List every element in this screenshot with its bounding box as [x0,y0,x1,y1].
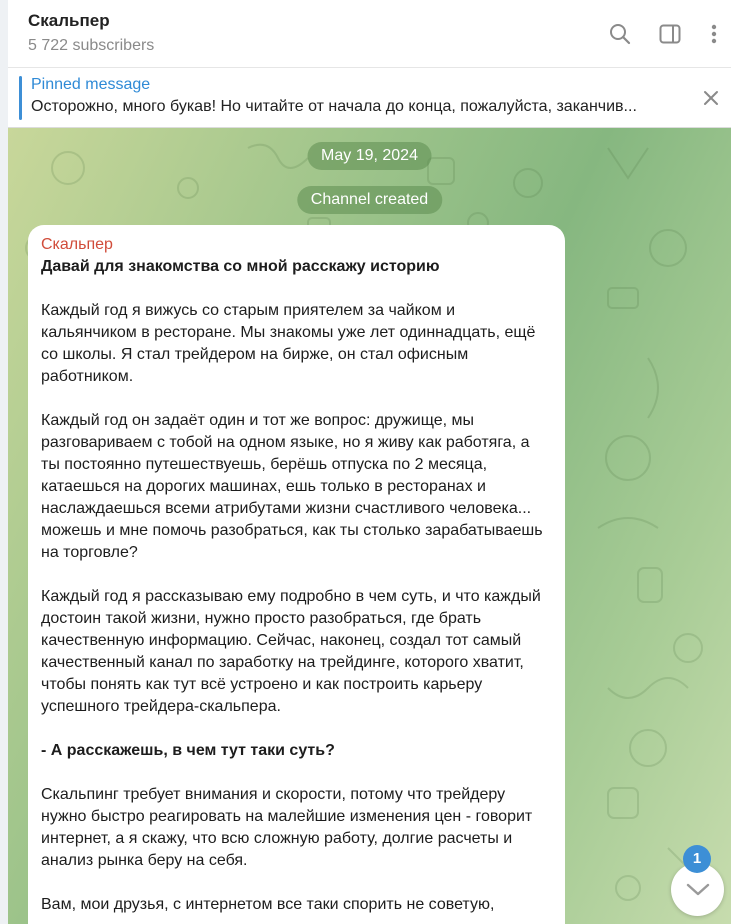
chat-header[interactable] [8,0,731,68]
message-bubble[interactable] [28,225,565,924]
window-left-edge [0,0,8,924]
message-author[interactable]: Скальпер [41,236,113,253]
channel-title[interactable]: Скальпер [28,11,110,30]
message-paragraph: Каждый год я вижусь со старым приятелем за чайком и кальянчиком в ресторане. Мы знакомы уже лет одиннадцать, ещё со школы. Я стал трейдером на бирже, он стал офисным работником. [41,302,536,385]
sidebar-toggle-icon[interactable] [656,20,684,48]
date-separator: May 19, 2024 [307,142,432,170]
subscriber-count: 5 722 subscribers [28,37,155,54]
message-question: - А расскажешь, в чем тут таки суть? [41,742,335,759]
pinned-accent-bar [19,76,22,120]
pinned-text[interactable]: Осторожно, много букав! Но читайте от начала до конца, пожалуйста, заканчив... [31,98,637,115]
message-paragraph: Каждый год я рассказываю ему подробно в чем суть, и что каждый достоин такой жизни, нужно просто разобраться, где брать качественную информацию. Сейчас, наконец, создал тот самый качественный канал по заработку на трейдинге, которого хватит, чтобы понять как тут всё устроено и как построить карьеру успешного трейдера-скальпера. [41,588,541,715]
chevron-down-icon [685,882,711,898]
message-paragraph: Вам, мои друзья, с интернетом все таки спорить не советую, [41,896,495,913]
pinned-message-bar[interactable] [8,68,731,128]
search-icon[interactable] [606,20,634,48]
unread-badge: 1 [683,845,711,873]
close-icon[interactable] [699,86,723,110]
more-vertical-icon[interactable] [700,20,728,48]
service-message: Channel created [297,186,442,214]
message-paragraph: Каждый год он задаёт один и тот же вопрос: дружище, мы разговариваем с тобой на одном языке, но я живу как работяга, а ты постоянно путешествуешь, берёшь отпуска по 2 месяца, катаешься на дорогих машинах, ешь только в ресторанах и наслаждаешься всеми атрибутами жизни счастливого человека... можешь и мне помочь разобраться, как ты столько зарабатываешь на торговле? [41,412,543,561]
pinned-label: Pinned message [31,76,151,93]
message-text [41,256,551,916]
chat-area[interactable] [8,128,731,924]
message-heading: Давай для знакомства со мной расскажу историю [41,258,440,275]
message-paragraph: Скальпинг требует внимания и скорости, потому что трейдеру нужно быстро реагировать на малейшие изменения цен - говорит интернет, а я скажу, что всю сложную работу, долгие расчеты и анализ рынка беру на себя. [41,786,533,869]
